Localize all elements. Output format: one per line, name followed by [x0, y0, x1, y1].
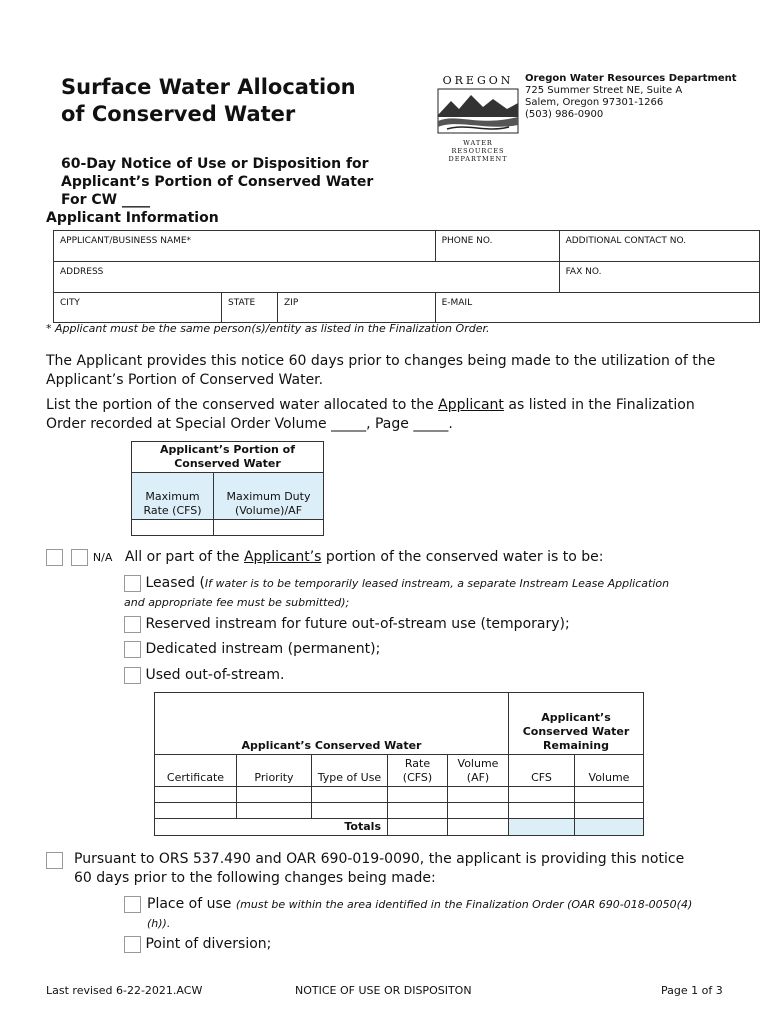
page-title: Surface Water Allocation of Conserved Water: [61, 75, 356, 126]
cw-remaining-header: Applicant’s Conserved Water Remaining: [509, 693, 644, 755]
agency-address-2: Salem, Oregon 97301-1266: [525, 97, 664, 108]
col-volume: Volume (AF): [448, 755, 509, 787]
col-type-of-use: Type of Use: [312, 755, 388, 787]
portion-table-header: Applicant’s Portion of Conserved Water: [132, 442, 324, 473]
dedicated-checkbox[interactable]: [124, 641, 141, 658]
agency-address-1: 725 Summer Street NE, Suite A: [525, 85, 683, 96]
disposition-row: N/A All or part of the Applicant’s portion of the conserved water is to be:: [46, 548, 603, 567]
additional-contact-field[interactable]: ADDITIONAL CONTACT NO.: [559, 231, 759, 262]
na-label: N/A: [92, 551, 113, 564]
place-of-use-note: (must be within the area identified in the Finalization Order (OAR 690-018-0050(4)(h)).: [147, 898, 693, 930]
leased-checkbox[interactable]: [124, 575, 141, 592]
address-field[interactable]: ADDRESS: [54, 262, 560, 293]
disposition-checkbox[interactable]: [46, 549, 63, 566]
footer-title: NOTICE OF USE OR DISPOSITON: [295, 984, 472, 997]
point-of-diversion-checkbox[interactable]: [124, 936, 141, 953]
col-rate: Rate (CFS): [388, 755, 448, 787]
state-field[interactable]: STATE: [222, 293, 278, 323]
max-rate-header: Maximum Rate (CFS): [132, 473, 214, 520]
pursuant-text: Pursuant to ORS 537.490 and OAR 690-019-0090, the applicant is providing this notice 60 days prior to the following changes being made:: [74, 851, 685, 886]
page-subtitle: 60-Day Notice of Use or Disposition for Applicant’s Portion of Conserved Water For CW ____: [61, 156, 374, 208]
footer-revised: Last revised 6-22-2021.ACW: [46, 984, 203, 997]
agency-name: Oregon Water Resources Department: [525, 73, 737, 84]
table-row: [155, 787, 644, 803]
dedicated-option: Dedicated instream (permanent);: [124, 640, 380, 659]
portion-table: [131, 441, 324, 536]
owrd-logo: [437, 74, 519, 163]
applicant-link: Applicant: [438, 397, 504, 413]
fax-field[interactable]: FAX NO.: [559, 262, 759, 293]
agency-phone: (503) 986-0900: [525, 109, 604, 120]
section-heading-applicant: Applicant Information: [46, 210, 219, 226]
col-certificate: Certificate: [155, 755, 237, 787]
point-of-diversion-option: Point of diversion;: [124, 935, 271, 954]
portion-paragraph: List the portion of the conserved water allocated to the Applicant as listed in the Finalization Order recorded at Special Order Volume _____, Page _____.: [46, 397, 695, 432]
max-rate-cell[interactable]: [132, 520, 214, 536]
used-checkbox[interactable]: [124, 667, 141, 684]
leased-option: Leased (If water is to be temporarily leased instream, a separate Instream Lease Application and appropriate fee must be submitted);: [124, 575, 670, 609]
col-remaining-cfs: CFS: [509, 755, 575, 787]
city-field[interactable]: CITY: [54, 293, 222, 323]
place-of-use-option: Place of use (must be within the area identified in the Finalization Order (OAR 690-018-0050(4)(h)).: [124, 895, 704, 933]
max-duty-header: Maximum Duty (Volume)/AF: [214, 473, 324, 520]
pursuant-option: [46, 850, 696, 888]
used-option: Used out-of-stream.: [124, 666, 284, 685]
table-row: [155, 803, 644, 819]
logo-bottom-text-1: WATER RESOURCES: [451, 139, 505, 155]
place-of-use-checkbox[interactable]: [124, 896, 141, 913]
applicant-name-field[interactable]: APPLICANT/BUSINESS NAME*: [54, 231, 436, 262]
col-remaining-volume: Volume: [575, 755, 644, 787]
na-checkbox[interactable]: [71, 549, 88, 566]
reserved-checkbox[interactable]: [124, 616, 141, 633]
leased-note: If water is to be temporarily leased instream, a separate Instream Lease Application and appropriate fee must be submitted);: [124, 577, 670, 609]
applicant-note: * Applicant must be the same person(s)/entity as listed in the Finalization Order.: [46, 322, 490, 335]
col-priority: Priority: [237, 755, 312, 787]
phone-field[interactable]: PHONE NO.: [435, 231, 559, 262]
totals-row: [155, 819, 644, 836]
notice-paragraph: The Applicant provides this notice 60 days prior to changes being made to the utilization of the Applicant’s Portion of Conserved Water.: [46, 353, 716, 388]
totals-label: Totals: [155, 819, 388, 836]
agency-info: [525, 73, 745, 121]
logo-bottom-text-2: DEPARTMENT: [448, 155, 508, 163]
footer-page: Page 1 of 3: [661, 984, 723, 997]
applicant-info-table: [53, 230, 760, 323]
logo-top-text: OREGON: [442, 74, 514, 87]
zip-field[interactable]: ZIP: [278, 293, 436, 323]
max-duty-cell[interactable]: [214, 520, 324, 536]
conserved-water-table: [154, 692, 644, 836]
mountain-logo-icon: [437, 87, 519, 135]
pursuant-checkbox[interactable]: [46, 852, 63, 869]
reserved-option: Reserved instream for future out-of-stream use (temporary);: [124, 615, 570, 634]
email-field[interactable]: E-MAIL: [435, 293, 759, 323]
cw-table-header: Applicant’s Conserved Water: [155, 693, 509, 755]
